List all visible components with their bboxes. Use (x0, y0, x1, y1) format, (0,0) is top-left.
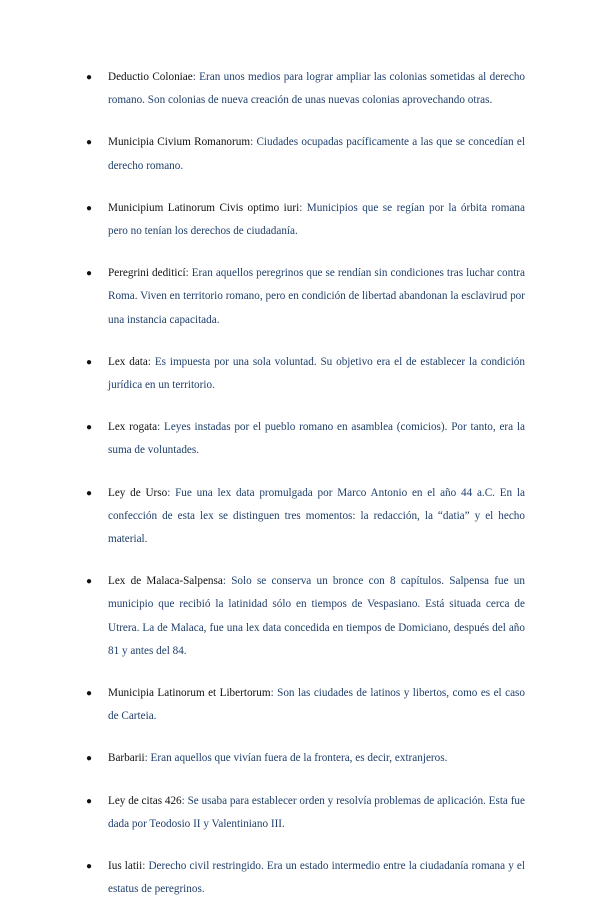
glossary-definition: : Ciudades ocupadas pacíficamente a las que se concedían el derecho romano. (108, 136, 525, 172)
glossary-item (0, 262, 600, 332)
glossary-definition: : Eran aquellos peregrinos que se rendían sin condiciones tras luchar contra Roma. Viven en territorio romano, pero en condición de libertad abandonan la esclavirud por una instancia capacitada. (108, 267, 526, 326)
glossary-list (0, 66, 600, 920)
bullet-icon: ● (86, 795, 93, 807)
glossary-definition: : Son las ciudades de latinos y libertos, como es el caso de Carteia. (108, 687, 525, 723)
glossary-term: Municipia Civium Romanorum (108, 136, 251, 149)
glossary-term: Ley de citas 426 (108, 794, 182, 807)
glossary-definition: : Eran unos medios para lograr ampliar las colonias sometidas al derecho romano. Son colonias de nueva creación de unas nuevas colonias aprovechando otras. (108, 71, 526, 107)
bullet-icon: ● (86, 487, 93, 499)
glossary-term: Ley de Urso (108, 486, 168, 499)
glossary-item (0, 682, 600, 728)
glossary-definition: : Solo se conserva un bronce con 8 capítulos. Salpensa fue un municipio que recibió la latinidad sólo en tiempos de Vespasiano. Está situada cerca de Utrera. La de Malaca, fue una lex data concedida en tiempos de Domiciano, después del año 81 y antes del 84. (108, 575, 525, 657)
bullet-icon: ● (86, 861, 93, 873)
glossary-definition: : Municipios que se regían por la órbita romana pero no tenían los derechos de ciudadanía. (108, 201, 525, 238)
glossary-term: Lex de Malaca-Salpensa (108, 575, 223, 588)
glossary-item (0, 482, 600, 552)
glossary-term: Municipium Latinorum Civis optimo iuri (108, 201, 300, 214)
glossary-definition: : Fue una lex data promulgada por Marco Antonio en el año 44 a.C. En la confección de esta lex se distinguen tres momentos: la redacción, la “datia” y el hecho material. (108, 486, 525, 546)
glossary-item (0, 131, 600, 177)
bullet-icon: ● (86, 688, 93, 700)
glossary-item (0, 416, 600, 462)
bullet-icon: ● (86, 753, 93, 765)
bullet-icon: ● (86, 202, 93, 214)
glossary-term: Deductio Coloniae (108, 71, 193, 83)
glossary-item (0, 197, 600, 243)
bullet-icon: ● (86, 576, 93, 588)
glossary-item (0, 790, 600, 836)
bullet-icon: ● (86, 137, 93, 149)
glossary-definition: : Es impuesta por una sola voluntad. Su objetivo era el de establecer la condición jurídica en un territorio. (108, 355, 525, 392)
glossary-definition: : Leyes instadas por el pueblo romano en asamblea (comicios). Por tanto, era la suma de voluntades. (108, 421, 525, 457)
glossary-definition: : Se usaba para establecer orden y resolvía problemas de aplicación. Esta fue dada por Teodosio II y Valentiniano III. (108, 794, 525, 830)
glossary-term: Lex rogata (108, 421, 158, 434)
glossary-item (0, 66, 600, 112)
bullet-icon: ● (86, 268, 93, 280)
glossary-item (0, 351, 600, 397)
glossary-term: Ius latii (108, 860, 143, 873)
glossary-item (0, 747, 600, 770)
glossary-item (0, 570, 600, 663)
glossary-term: Municipia Latinorum et Libertorum (108, 687, 271, 700)
bullet-icon: ● (86, 422, 93, 434)
glossary-term: Barbarii (108, 752, 145, 765)
glossary-definition: : Eran aquellos que vivían fuera de la frontera, es decir, extranjeros. (144, 752, 448, 765)
bullet-icon: ● (86, 356, 93, 368)
bullet-icon: ● (86, 72, 93, 83)
glossary-definition: : Derecho civil restringido. Era un estado intermedio entre la ciudadanía romana y el estatus de peregrinos. (108, 860, 525, 896)
glossary-term: Lex data (108, 355, 148, 368)
glossary-item (0, 855, 600, 901)
glossary-term: Peregrini dediticí (108, 267, 186, 280)
